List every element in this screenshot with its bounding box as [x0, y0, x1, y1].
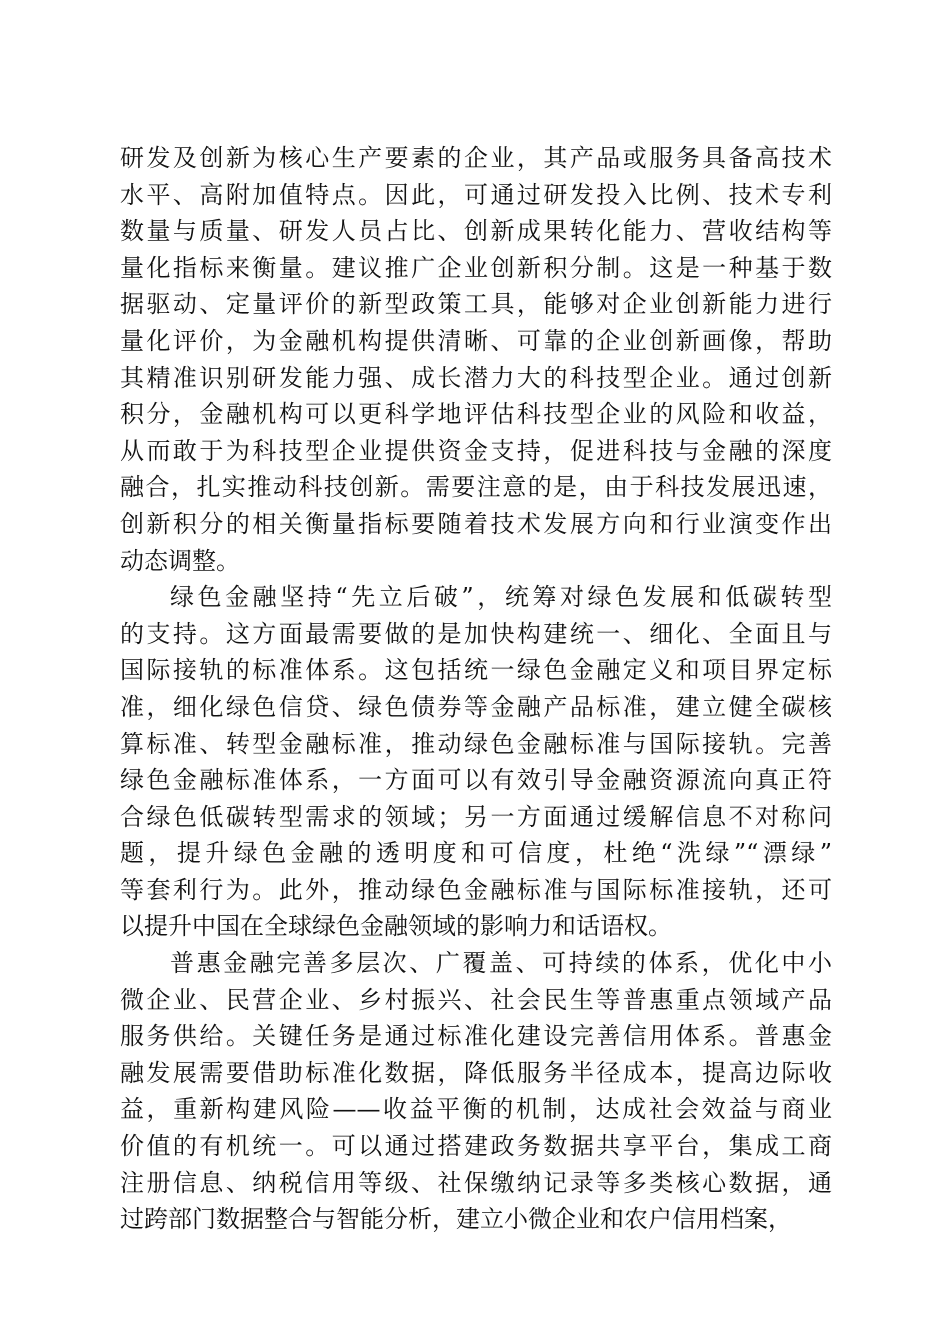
- text-line: 研发及创新为核心生产要素的企业，其产品或服务具备高技术: [120, 144, 832, 172]
- document-body: [120, 140, 832, 1238]
- text-line: 以提升中国在全球绿色金融领域的影响力和话语权。: [120, 912, 672, 941]
- text-line: 的支持。这方面最需要做的是加快构建统一、细化、全面且与: [120, 619, 832, 648]
- text-line: 准，细化绿色信贷、绿色债券等金融产品标准，建立健全碳核: [120, 692, 832, 721]
- paragraph-p2: [120, 579, 832, 945]
- text-line: 创新积分的相关衡量指标要随着技术发展方向和行业演变作出: [120, 509, 832, 538]
- text-line: 量化指标来衡量。建议推广企业创新积分制。这是一种基于数: [120, 253, 832, 282]
- text-line: 融合，扎实推动科技创新。需要注意的是，由于科技发展迅速，: [120, 473, 832, 502]
- text-line: 其精准识别研发能力强、成长潜力大的科技型企业。通过创新: [120, 363, 832, 392]
- text-line: 动态调整。: [120, 546, 240, 575]
- text-line: 国际接轨的标准体系。这包括统一绿色金融定义和项目界定标: [120, 656, 832, 685]
- text-line: 注册信息、纳税信用等级、社保缴纳记录等多类核心数据，通: [120, 1168, 832, 1197]
- text-line: 微企业、民营企业、乡村振兴、社会民生等普惠重点领域产品: [120, 985, 832, 1014]
- text-line: 据驱动、定量评价的新型政策工具，能够对企业创新能力进行: [120, 290, 832, 319]
- text-line: 价值的有机统一。可以通过搭建政务数据共享平台，集成工商: [120, 1132, 832, 1161]
- text-line: 水平、高附加值特点。因此，可通过研发投入比例、技术专利: [120, 180, 832, 209]
- text-line: 过跨部门数据整合与智能分析，建立小微企业和农户信用档案，: [120, 1205, 792, 1234]
- text-line: 服务供给。关键任务是通过标准化建设完善信用体系。普惠金: [120, 1022, 832, 1051]
- text-line: 融发展需要借助标准化数据，降低服务半径成本，提高边际收: [120, 1058, 832, 1087]
- text-line: 从而敢于为科技型企业提供资金支持，促进科技与金融的深度: [120, 436, 832, 465]
- paragraph-p3: [120, 945, 832, 1238]
- text-line: 绿色金融坚持“先立后破”，统筹对绿色发展和低碳转型: [170, 583, 832, 612]
- text-line: 益，重新构建风险——收益平衡的机制，达成社会效益与商业: [120, 1095, 832, 1124]
- text-line: 等套利行为。此外，推动绿色金融标准与国际标准接轨，还可: [120, 875, 832, 904]
- text-line: 量化评价，为金融机构提供清晰、可靠的企业创新画像，帮助: [120, 326, 832, 355]
- paragraph-p1: [120, 140, 832, 579]
- text-line: 算标准、转型金融标准，推动绿色金融标准与国际接轨。完善: [120, 729, 832, 758]
- text-line: 普惠金融完善多层次、广覆盖、可持续的体系，优化中小: [170, 949, 832, 978]
- text-line: 积分，金融机构可以更科学地评估科技型企业的风险和收益，: [120, 400, 832, 429]
- text-line: 合绿色低碳转型需求的领域；另一方面通过缓解信息不对称问: [120, 802, 832, 831]
- text-line: 数量与质量、研发人员占比、创新成果转化能力、营收结构等: [120, 217, 832, 246]
- text-line: 绿色金融标准体系，一方面可以有效引导金融资源流向真正符: [120, 766, 832, 795]
- text-line: 题，提升绿色金融的透明度和可信度，杜绝“洗绿”“漂绿”: [120, 839, 832, 868]
